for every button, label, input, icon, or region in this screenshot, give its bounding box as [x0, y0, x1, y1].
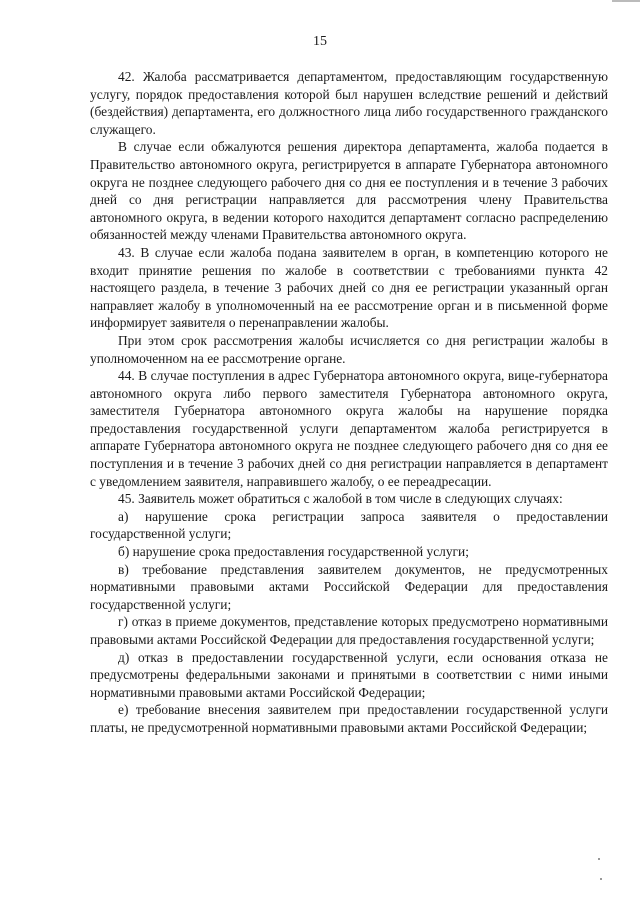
- list-item-d: д) отказ в предоставлении государственной услуги, если основания отказа не предусмотрены федеральными законами и принятыми в соответствии с ними иными нормативными правовыми актами Российской Федерации;: [90, 649, 608, 700]
- page-number: 15: [313, 34, 327, 49]
- list-item-b: б) нарушение срока предоставления государственной услуги;: [118, 544, 469, 560]
- scan-edge-mark: [612, 0, 640, 2]
- list-item-v: в) требование представления заявителем документов, не предусмотренных нормативными правовыми актами Российской Федерации для предоставления государственной услуги;: [90, 561, 608, 612]
- paragraph-42: 42. Жалоба рассматривается департаментом, предоставляющим государственную услугу, порядок предоставления которой был нарушен вследствие решений и действий (бездействия) департамента, его должностного лица либо государственного гражданского служащего.: [90, 69, 608, 137]
- list-item-a: а) нарушение срока регистрации запроса заявителя о предоставлении государственной услуги;: [90, 508, 608, 542]
- paragraph-44: 44. В случае поступления в адрес Губернатора автономного округа, вице-губернатора автономного округа либо первого заместителя Губернатора автономного округа, заместителя Губернатора автономного округа жалобы на нарушение порядка предоставления государственной услуги департаментом жалоба регистрируется в аппарате Губернатора автономного округа не позднее следующего рабочего дня со дня ее поступления и в течение 3 рабочих дней со дня регистрации направляется в департамент с уведомлением заявителя, направившего жалобу, о ее переадресации.: [90, 368, 608, 489]
- document-body: [90, 68, 608, 737]
- paragraph-45: 45. Заявитель может обратиться с жалобой в том числе в следующих случаях:: [118, 491, 563, 507]
- paragraph-43-term: При этом срок рассмотрения жалобы исчисляется со дня регистрации жалобы в уполномоченном на ее рассмотрение органе.: [90, 332, 608, 366]
- paragraph-42-director-case: В случае если обжалуются решения директора департамента, жалоба подается в Правительство автономного округа, регистрируется в аппарате Губернатора автономного округа не позднее следующего рабочего дня со дня ее поступления и в течение 3 рабочих дней со дня регистрации направляется для рассмотрения члену Правительства автономного округа, в ведении которого находится департамент согласно распределению обязанностей между членами Правительства автономного округа.: [90, 139, 608, 243]
- list-item-g: г) отказ в приеме документов, представление которых предусмотрено нормативными правовыми актами Российской Федерации для предоставления государственной услуги;: [90, 614, 608, 647]
- scan-speck: [598, 858, 600, 860]
- scan-speck: [600, 878, 602, 880]
- paragraph-43: 43. В случае если жалоба подана заявителем в орган, в компетенцию которого не входит принятие решения по жалобе в соответствии с требованиями пункта 42 настоящего раздела, в течение 3 рабочих дней со дня ее регистрации указанный орган направляет жалобу в уполномоченный на ее рассмотрение орган и в письменной форме информирует заявителя о перенаправлении жалобы.: [90, 244, 608, 331]
- list-item-e: е) требование внесения заявителем при предоставлении государственной услуги платы, не предусмотренной нормативными правовыми актами Российской Федерации;: [90, 702, 608, 735]
